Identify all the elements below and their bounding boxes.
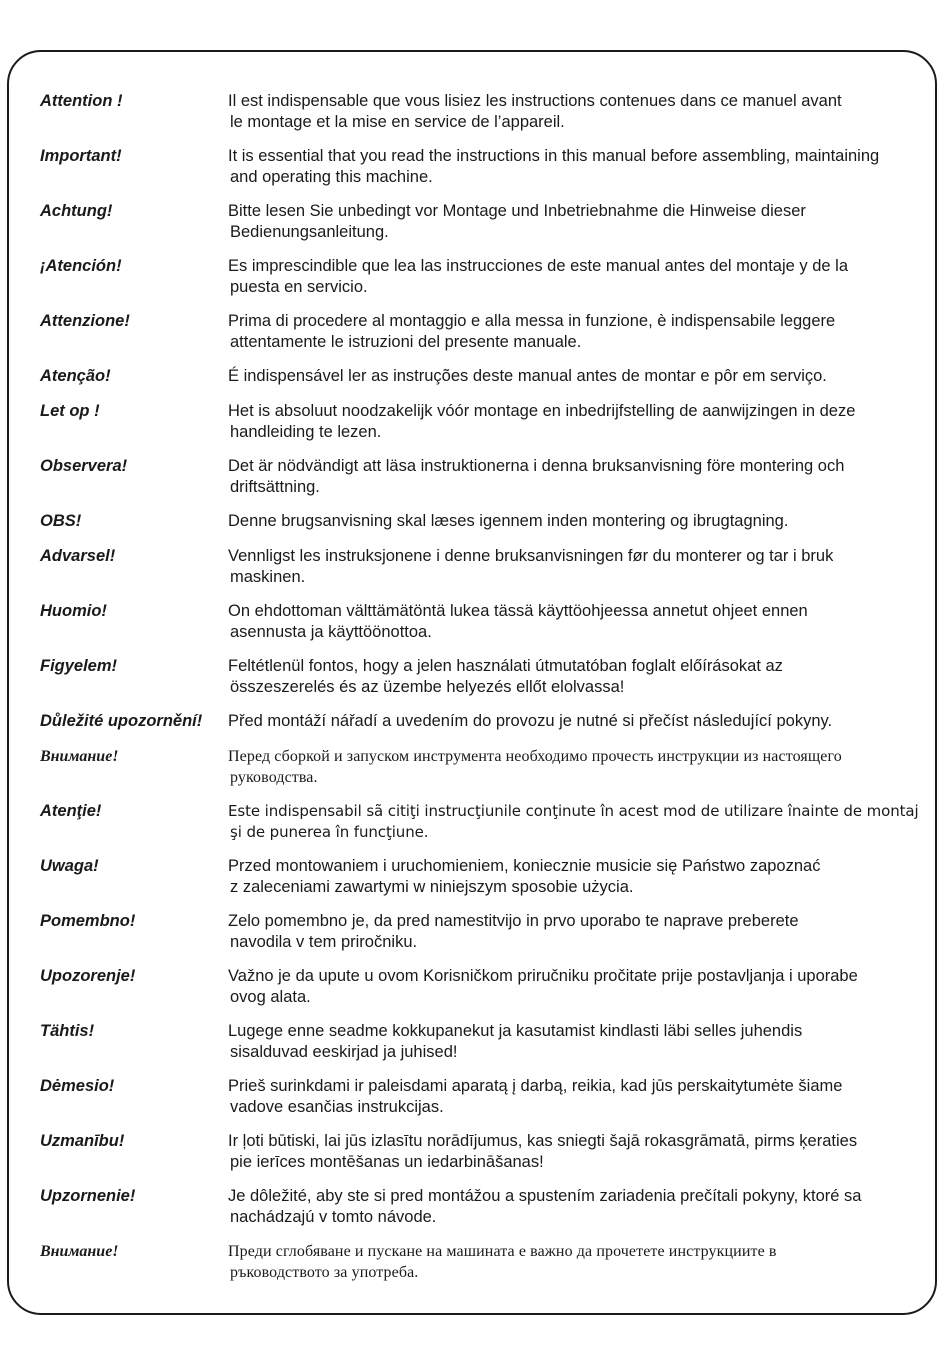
warning-line: Vennligst les instruksjonene i denne bruksanvisningen før du monterer og tar i bruk xyxy=(228,547,834,565)
warning-line: Este indispensabil sã citiţi instrucţiunile conţinute în acest mod de utilizare înainte de montaj xyxy=(228,802,919,820)
warning-line: руководства. xyxy=(230,769,318,786)
warning-row-sl xyxy=(40,910,935,965)
warning-row-lt xyxy=(40,1075,935,1130)
warning-row-ro xyxy=(40,800,935,855)
warning-text xyxy=(228,1020,935,1063)
warning-text xyxy=(228,510,935,532)
warning-line: handleiding te lezen. xyxy=(230,423,382,441)
warning-text xyxy=(228,800,935,843)
warning-row-sk xyxy=(40,1185,935,1240)
warning-row-fi xyxy=(40,600,935,655)
warning-line: şi de punerea în funcţiune. xyxy=(230,823,429,841)
warning-text xyxy=(228,965,935,1008)
warning-line: Het is absoluut noodzakelijk vóór montage en inbedrijfstelling de aanwijzingen in deze xyxy=(228,402,856,420)
warning-row-en xyxy=(40,145,935,200)
warning-line: puesta en servicio. xyxy=(230,278,368,296)
warning-row-pl xyxy=(40,855,935,910)
warning-row-cs xyxy=(40,710,935,745)
warning-line: driftsättning. xyxy=(230,478,320,496)
warning-line: maskinen. xyxy=(230,568,306,586)
warning-row-sv xyxy=(40,455,935,510)
warning-line: nachádzajú v tomto návode. xyxy=(230,1208,437,1226)
warning-line: Il est indispensable que vous lisiez les instructions contenues dans ce manuel avant xyxy=(228,92,842,110)
warning-line: Feltétlenül fontos, hogy a jelen használati útmutatóban foglalt előírásokat az xyxy=(228,657,783,675)
warning-line: attentamente le istruzioni del presente manuale. xyxy=(230,333,582,351)
warning-row-ru xyxy=(40,745,935,800)
warning-text xyxy=(228,1075,935,1118)
warning-list xyxy=(40,90,935,1295)
warning-line: z zaleceniami zawartymi w niniejszym sposobie użycia. xyxy=(230,878,634,896)
warning-line: On ehdottoman välttämätöntä lukea tässä käyttöohjeessa annetut ohjeet ennen xyxy=(228,602,808,620)
warning-line: Es imprescindible que lea las instrucciones de este manual antes del montaje y de la xyxy=(228,257,849,275)
warning-line: összeszerelés és az üzembe helyezés ellőt elolvassa! xyxy=(230,678,625,696)
warning-text xyxy=(228,310,935,353)
warning-text xyxy=(228,200,935,243)
warning-row-hu xyxy=(40,655,935,710)
warning-line: Denne brugsanvisning skal læses igennem inden montering og ibrugtagning. xyxy=(228,512,789,530)
warning-label: Pomembno! xyxy=(40,912,136,930)
warning-line: It is essential that you read the instructions in this manual before assembling, maintaining xyxy=(228,147,880,165)
warning-line: Před montáží nářadí a uvedením do provozu je nutné si přečíst následující pokyny. xyxy=(228,712,833,730)
warning-text xyxy=(228,455,935,498)
warning-label: ¡Atención! xyxy=(40,257,122,275)
warning-label: OBS! xyxy=(40,512,82,530)
warning-line: Prieš surinkdami ir paleisdami aparatą į darbą, reikia, kad jūs perskaitytumėte šiame xyxy=(228,1077,843,1095)
warning-label: Let op ! xyxy=(40,402,100,420)
warning-row-it xyxy=(40,310,935,365)
warning-line: Lugege enne seadme kokkupanekut ja kasutamist kindlasti läbi selles juhendis xyxy=(228,1022,803,1040)
warning-label: Tähtis! xyxy=(40,1022,95,1040)
warning-row-fr xyxy=(40,90,935,145)
warning-line: sisalduvad eeskirjad ja juhised! xyxy=(230,1043,458,1061)
warning-label: Uwaga! xyxy=(40,857,99,875)
warning-row-es xyxy=(40,255,935,310)
warning-text xyxy=(228,1130,935,1173)
warning-text xyxy=(228,710,935,732)
warning-label: Figyelem! xyxy=(40,657,118,675)
warning-row-nl xyxy=(40,400,935,455)
warning-label: Achtung! xyxy=(40,202,113,220)
warning-label: Upzornenie! xyxy=(40,1187,136,1205)
warning-line: ръководството за употреба. xyxy=(230,1264,419,1281)
warning-label: Внимание! xyxy=(40,748,119,765)
warning-line: le montage et la mise en service de l’appareil. xyxy=(230,113,565,131)
warning-label: Huomio! xyxy=(40,602,107,620)
warning-label: Attention ! xyxy=(40,92,123,110)
warning-label: Uzmanību! xyxy=(40,1132,125,1150)
warning-line: Przed montowaniem i uruchomieniem, koniecznie musicie się Państwo zapoznać xyxy=(228,857,821,875)
warning-text xyxy=(228,145,935,188)
warning-line: navodila v tem priročniku. xyxy=(230,933,418,951)
warning-line: pie ierīces montēšanas un iedarbināšanas! xyxy=(230,1153,544,1171)
warning-line: É indispensável ler as instruções deste manual antes de montar e pôr em serviço. xyxy=(228,367,827,385)
warning-text xyxy=(228,255,935,298)
warning-line: vadove esančias instrukcijas. xyxy=(230,1098,444,1116)
warning-line: Bitte lesen Sie unbedingt vor Montage und Inbetriebnahme die Hinweise dieser xyxy=(228,202,806,220)
warning-line: Преди сглобяване и пускане на машината е важно да прочетете инструкциите в xyxy=(228,1243,777,1260)
warning-label: Внимание! xyxy=(40,1243,119,1260)
warning-line: Prima di procedere al montaggio e alla messa in funzione, è indispensabile leggere xyxy=(228,312,836,330)
warning-row-et xyxy=(40,1020,935,1075)
warning-label: Advarsel! xyxy=(40,547,116,565)
warning-text xyxy=(228,1185,935,1228)
warning-label: Důležité upozornění! xyxy=(40,712,203,730)
warning-label: Attenzione! xyxy=(40,312,130,330)
warning-line: and operating this machine. xyxy=(230,168,433,186)
warning-label: Upozorenje! xyxy=(40,967,136,985)
warning-text xyxy=(228,545,935,588)
warning-line: Bedienungsanleitung. xyxy=(230,223,389,241)
warning-label: Atenţie! xyxy=(40,802,102,820)
warning-line: Перед сборкой и запуском инструмента необходимо прочесть инструкции из настоящего xyxy=(228,748,842,765)
warning-text xyxy=(228,655,935,698)
warning-line: Ir ļoti būtiski, lai jūs izlasītu norādījumus, kas sniegti šajā rokasgrāmatā, pirms ķeraties xyxy=(228,1132,858,1150)
warning-line: Važno je da upute u ovom Korisničkom priručniku pročitate prije postavljanja i uporabe xyxy=(228,967,858,985)
warning-line: ovog alata. xyxy=(230,988,311,1006)
warning-text xyxy=(228,910,935,953)
warning-text xyxy=(228,400,935,443)
warning-text xyxy=(228,90,935,133)
warning-label: Observera! xyxy=(40,457,128,475)
warning-text xyxy=(228,855,935,898)
warning-row-hr xyxy=(40,965,935,1020)
warning-text xyxy=(228,365,935,387)
warning-line: Det är nödvändigt att läsa instruktionerna i denna bruksanvisning före montering och xyxy=(228,457,845,475)
warning-line: asennusta ja käyttöönottoa. xyxy=(230,623,432,641)
warning-row-bg xyxy=(40,1240,935,1295)
warning-text xyxy=(228,1240,935,1283)
warning-text xyxy=(228,745,935,788)
warning-row-no xyxy=(40,545,935,600)
warning-line: Je dôležité, aby ste si pred montážou a spustením zariadenia prečítali pokyny, ktoré sa xyxy=(228,1187,862,1205)
warning-text xyxy=(228,600,935,643)
warning-row-pt xyxy=(40,365,935,400)
warning-line: Zelo pomembno je, da pred namestitvijo in prvo uporabo te naprave preberete xyxy=(228,912,799,930)
warning-row-de xyxy=(40,200,935,255)
warning-row-da xyxy=(40,510,935,545)
warning-label: Atenção! xyxy=(40,367,111,385)
warning-label: Important! xyxy=(40,147,122,165)
warning-label: Dėmesio! xyxy=(40,1077,115,1095)
warning-row-lv xyxy=(40,1130,935,1185)
